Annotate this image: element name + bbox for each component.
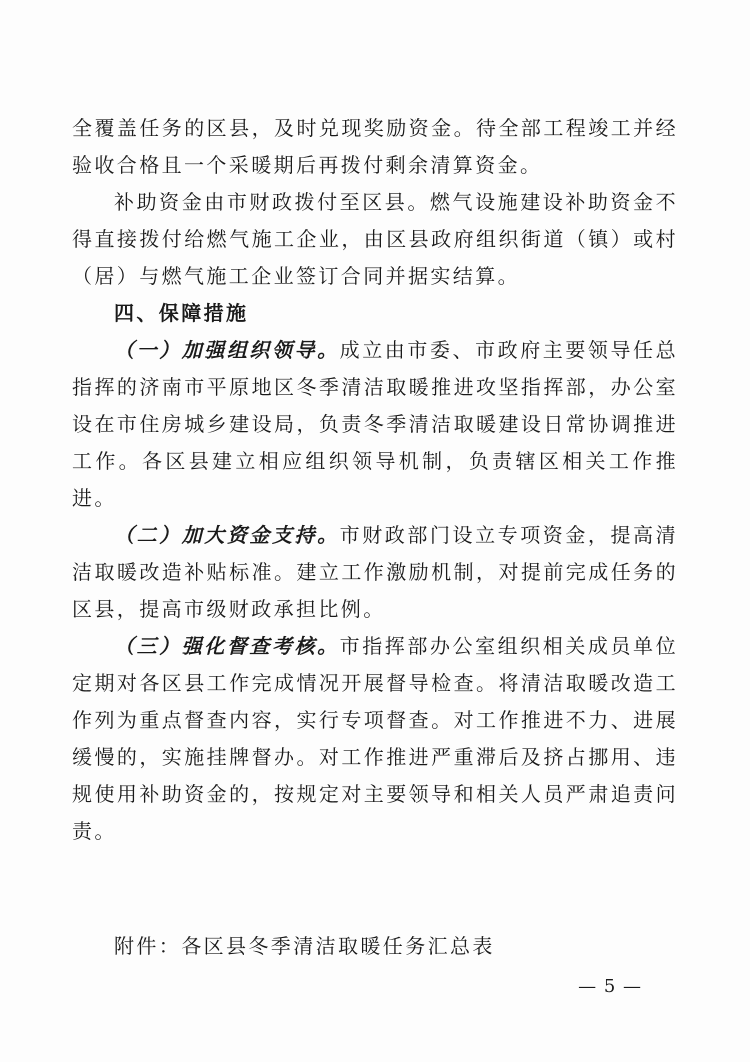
item-supervision-assessment [72, 628, 678, 850]
page-number: — 5 — [578, 976, 642, 997]
paragraph-subsidy-disbursement: 补助资金由市财政拨付至区县。燃气设施建设补助资金不得直接拨付给燃气施工企业，由区县政府组织街道（镇）或村（居）与燃气施工企业签订合同并据实结算。 [72, 190, 678, 288]
item-funding-support [72, 517, 678, 628]
item-organization-leadership [72, 332, 678, 517]
item-lead-title: （一）加强组织领导。 [114, 338, 340, 362]
paragraph-funding-reward: 全覆盖任务的区县，及时兑现奖励资金。待全部工程竣工并经验收合格且一个采暖期后再拨付剩余清算资金。 [72, 116, 678, 177]
item-body-text: 成立由市委、市政府主要领导任总指挥的济南市平原地区冬季清洁取暖推进攻坚指挥部，办公室设在市住房城乡建设局，负责冬季清洁取暖建设日常协调推进工作。各区县建立相应组织领导机制，负责辖区相关工作推进。 [72, 338, 679, 510]
section-heading-safeguards: 四、保障措施 [114, 301, 249, 325]
item-lead-title: （二）加大资金支持。 [114, 523, 340, 547]
attachment-line: 附件：各区县冬季清洁取暖任务汇总表 [114, 934, 495, 958]
item-lead-title: （三）强化督查考核。 [114, 634, 340, 658]
document-body [72, 110, 678, 850]
item-body-text: 市财政部门设立专项资金，提高清洁取暖改造补贴标准。建立工作激励机制，对提前完成任务的区县，提高市级财政承担比例。 [72, 523, 679, 621]
item-body-text: 市指挥部办公室组织相关成员单位定期对各区县工作完成情况开展督导检查。将清洁取暖改造工作列为重点督查内容，实行专项督查。对工作推进不力、进展缓慢的，实施挂牌督办。对工作推进严重滞后及挤占挪用、违规使用补助资金的，按规定对主要领导和相关人员严肃追责问责。 [72, 634, 679, 843]
